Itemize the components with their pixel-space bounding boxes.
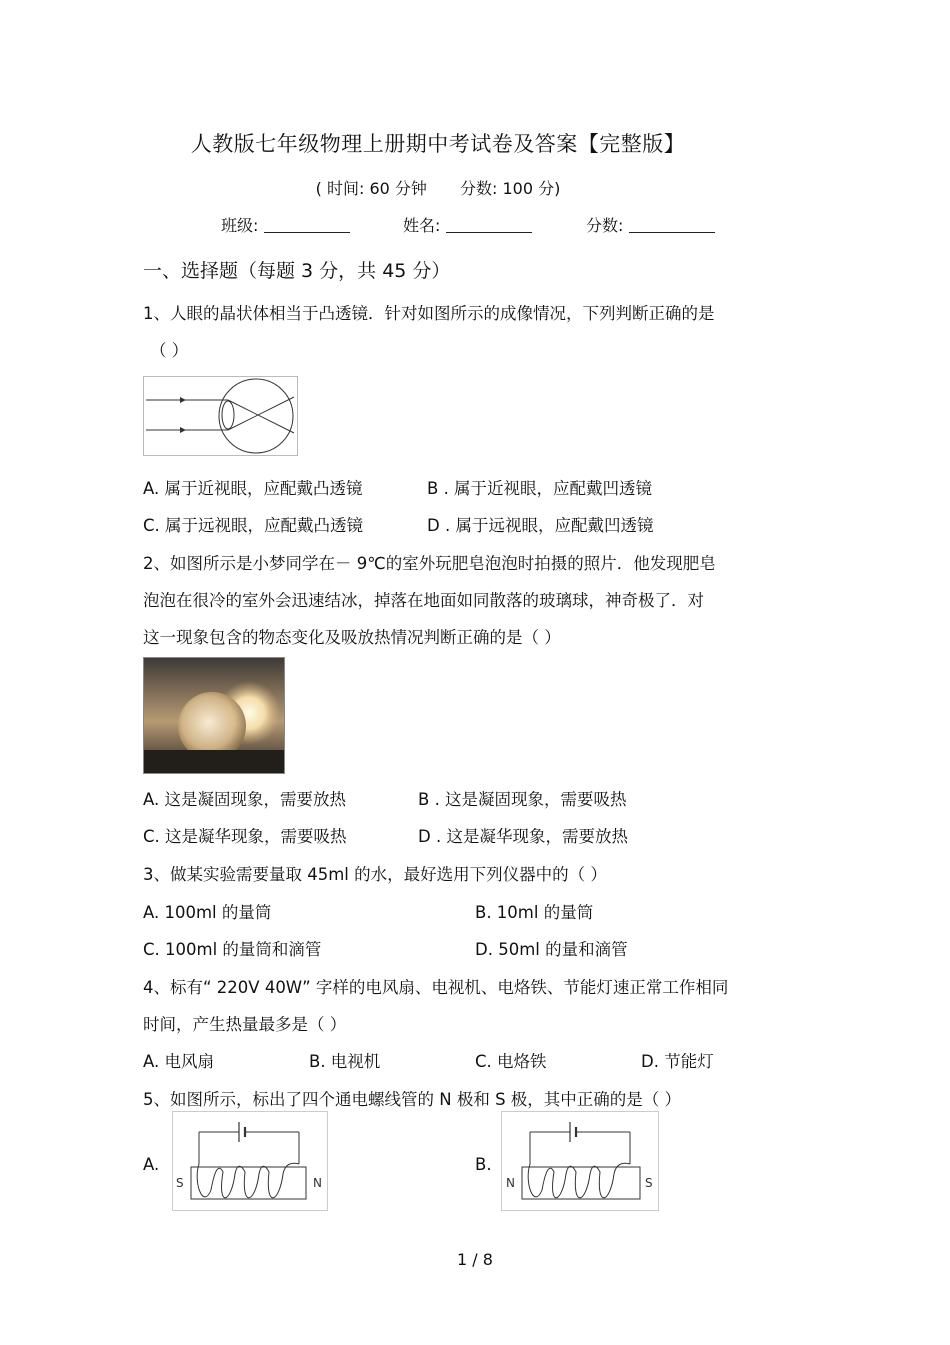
coil-b-right-pole: S [645,1176,653,1190]
frozen-bubble-photo [143,657,285,774]
score-label: 分数: [586,216,624,235]
name-label: 姓名: [403,216,441,235]
q5-option-a[interactable]: A. [143,1155,160,1174]
class-blank[interactable] [264,216,350,233]
question-2-line-2: 泡泡在很冷的室外会迅速结冰，掉落在地面如同散落的玻璃球，神奇极了．对 [143,591,704,610]
question-3-line-1: 3、做某实验需要量取 45ml 的水，最好选用下列仪器中的（ ） [143,865,607,884]
exam-total-score: 分数: 100 分) [460,179,561,198]
q4-option-c[interactable]: C. 电烙铁 [475,1052,547,1071]
exam-meta [0,176,876,199]
q2-option-c[interactable]: C. 这是凝华现象，需要吸热 [143,827,347,846]
q5-option-b[interactable]: B. [475,1155,492,1174]
coil-a-right-pole: N [313,1176,322,1190]
solenoid-a-diagram [173,1112,327,1210]
class-field [221,213,350,236]
q2-option-a[interactable]: A. 这是凝固现象，需要放热 [143,790,346,809]
q1-option-c[interactable]: C. 属于远视眼，应配戴凸透镜 [143,516,364,535]
q1-option-b[interactable]: B . 属于近视眼，应配戴凹透镜 [427,479,653,498]
page-number: 1 / 8 [457,1250,493,1269]
q3-option-b[interactable]: B. 10ml 的量筒 [475,903,594,922]
question-4-line-2: 时间，产生热量最多是（ ） [143,1015,347,1034]
q3-option-d[interactable]: D. 50ml 的量和滴管 [475,940,628,959]
eye-diagram-figure [143,376,298,456]
question-1-line-2: （ ） [150,341,189,360]
name-blank[interactable] [446,216,532,233]
q2-option-d[interactable]: D . 这是凝华现象，需要放热 [418,827,628,846]
question-5-line-1: 5、如图所示，标出了四个通电螺线管的 N 极和 S 极，其中正确的是（ ） [143,1090,682,1109]
coil-a-left-pole: S [176,1176,184,1190]
solenoid-a-figure [172,1111,328,1211]
q1-option-a[interactable]: A. 属于近视眼，应配戴凸透镜 [143,479,363,498]
q4-option-d[interactable]: D. 节能灯 [641,1052,714,1071]
q4-option-a[interactable]: A. 电风扇 [143,1052,214,1071]
class-label: 班级: [221,216,259,235]
page-title: 人教版七年级物理上册期中考试卷及答案【完整版】 [190,132,686,156]
q3-option-a[interactable]: A. 100ml 的量筒 [143,903,272,922]
eye-diagram [144,377,297,455]
solenoid-b-figure [501,1111,659,1211]
score-blank[interactable] [629,216,715,233]
q4-option-b[interactable]: B. 电视机 [309,1052,381,1071]
q2-option-b[interactable]: B . 这是凝固现象，需要吸热 [418,790,627,809]
question-4-line-1: 4、标有“ 220V 40W” 字样的电风扇、电视机、电烙铁、节能灯速正常工作相同 [143,978,729,997]
solenoid-b-diagram [502,1112,658,1210]
exam-time: ( 时间: 60 分钟 [315,179,427,198]
q1-option-d[interactable]: D . 属于远视眼，应配戴凹透镜 [427,516,654,535]
question-1-line-1: 1、人眼的晶状体相当于凸透镜．针对如图所示的成像情况，下列判断正确的是 [143,304,715,323]
frozen-bubble-image [144,658,284,773]
score-field [586,213,715,236]
coil-b-left-pole: N [506,1176,515,1190]
q3-option-c[interactable]: C. 100ml 的量筒和滴管 [143,940,322,959]
question-2-line-3: 这一现象包含的物态变化及吸放热情况判断正确的是（ ） [143,628,561,647]
name-field [403,213,532,236]
question-2-line-1: 2、如图所示是小梦同学在－ 9℃的室外玩肥皂泡泡时拍摄的照片．他发现肥皂 [143,554,716,573]
section-heading: 一、选择题（每题 3 分，共 45 分） [143,260,451,282]
